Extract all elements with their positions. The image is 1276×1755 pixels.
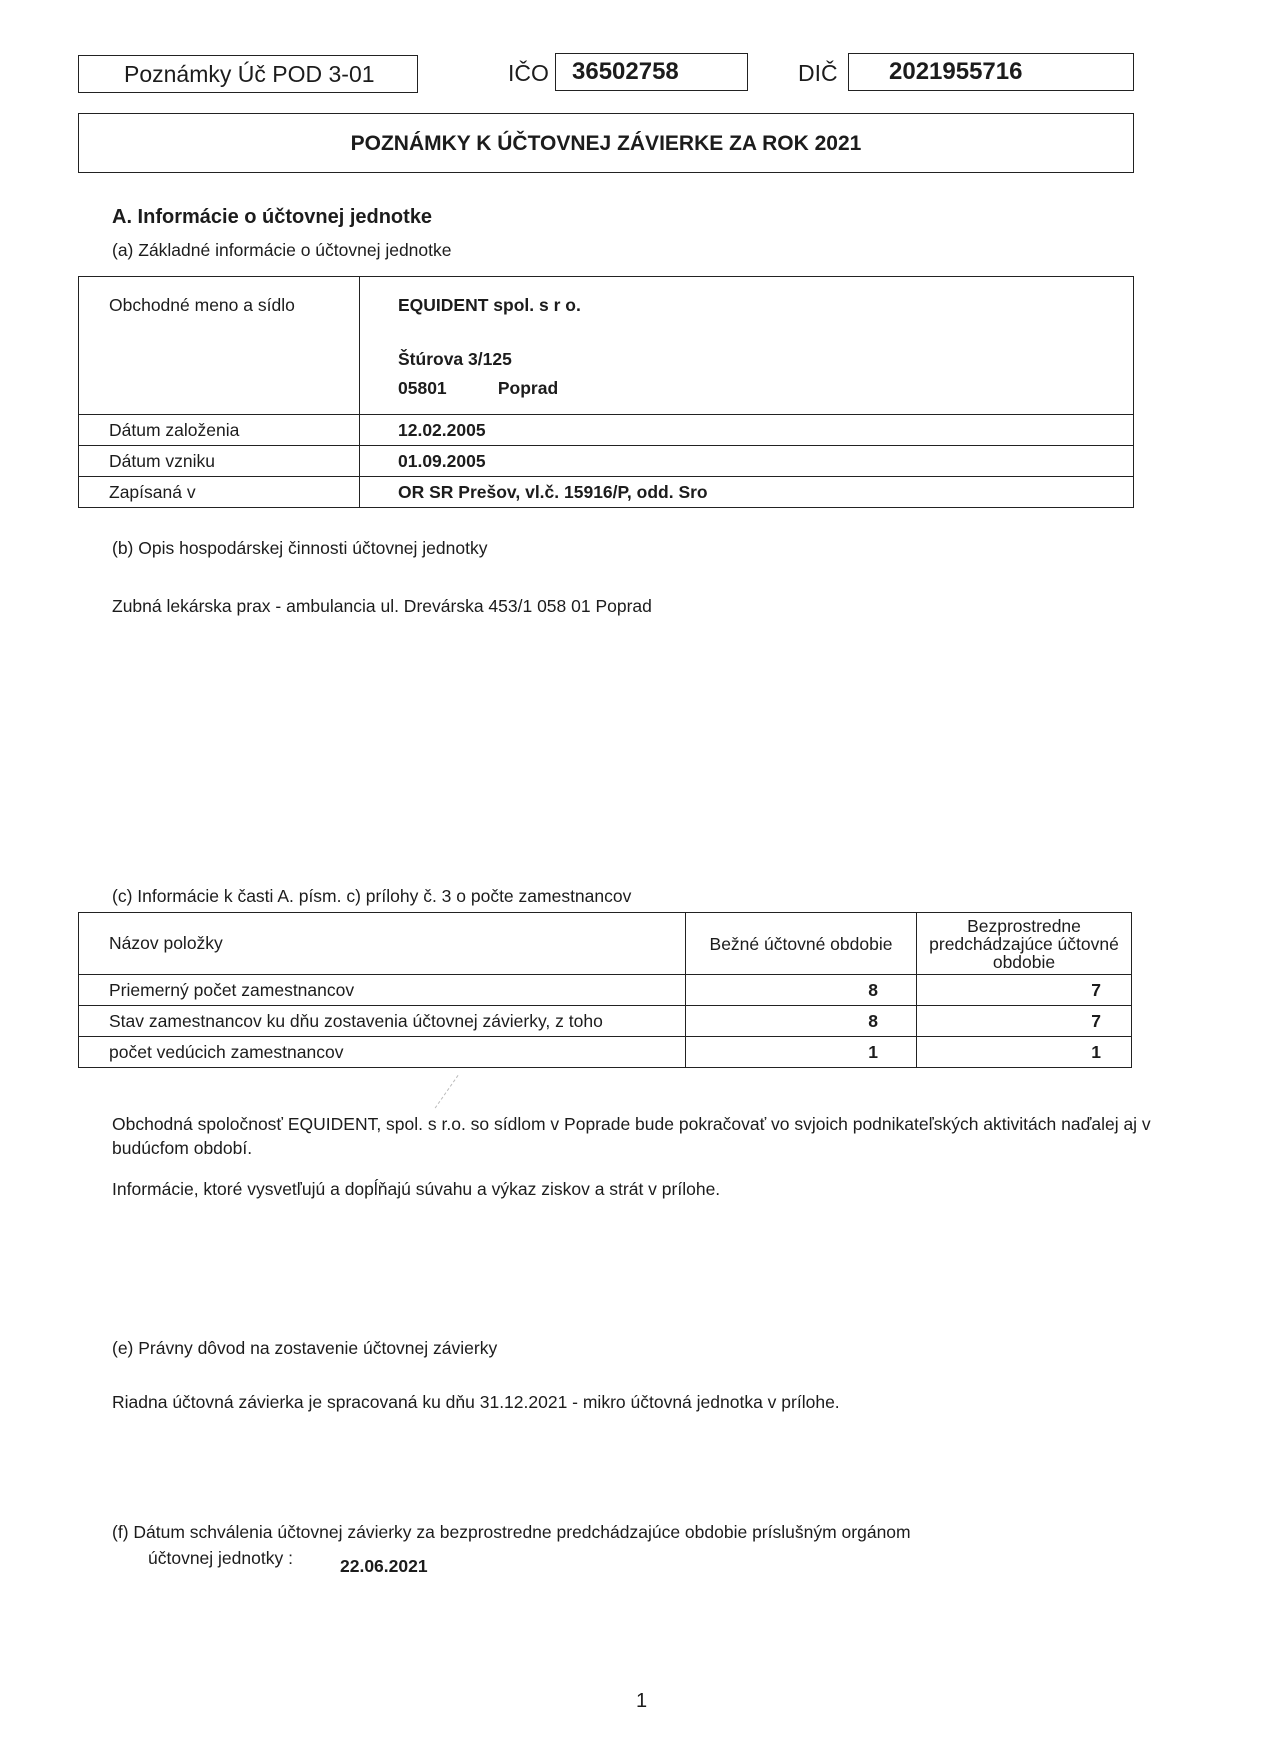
ico-label: IČO	[508, 60, 549, 86]
table-row	[79, 1037, 1132, 1068]
form-label-box	[78, 55, 418, 93]
table-row	[79, 975, 1132, 1006]
created-label: Dátum vzniku	[109, 450, 216, 471]
row-label: Stav zamestnancov ku dňu zostavenia účtovnej závierky, z toho	[109, 1010, 603, 1031]
row-previous: 7	[1091, 1010, 1101, 1031]
dic-box	[848, 53, 1134, 91]
page-title: POZNÁMKY K ÚČTOVNEJ ZÁVIERKE ZA ROK 2021	[350, 132, 862, 155]
row-label: počet vedúcich zamestnancov	[109, 1041, 344, 1062]
table-header-row	[79, 913, 1132, 975]
page-number: 1	[636, 1690, 648, 1712]
subsection-f-label: (f) Dátum schválenia účtovnej závierky za bezprostredne predchádzajúce obdobie príslušným orgánom	[112, 1522, 911, 1542]
subsection-a-label: (a) Základné informácie o účtovnej jednotke	[112, 240, 452, 260]
section-a-heading: A. Informácie o účtovnej jednotke	[112, 206, 433, 228]
title-box	[78, 113, 1134, 173]
entity-name: EQUIDENT spol. s r o.	[398, 295, 581, 315]
entity-street: Štúrova 3/125	[398, 349, 512, 369]
col-item-header: Názov položky	[109, 933, 223, 953]
created-value: 01.09.2005	[398, 450, 486, 471]
registered-label: Zapísaná v	[109, 481, 196, 502]
col-previous-header: Bezprostredne predchádzajúce účtovné obdobie	[929, 915, 1119, 972]
registered-value: OR SR Prešov, vl.č. 15916/P, odd. Sro	[398, 481, 708, 502]
row-current: 8	[868, 979, 878, 1000]
col-current-header: Bežné účtovné obdobie	[709, 933, 893, 954]
table-row	[79, 477, 1134, 508]
explanation-text: Informácie, ktoré vysvetľujú a dopĺňajú súvahu a výkaz ziskov a strát v prílohe.	[112, 1179, 721, 1199]
entity-zip: 05801	[398, 378, 447, 398]
row-current: 1	[868, 1041, 878, 1062]
founded-value: 12.02.2005	[398, 419, 486, 440]
founded-label: Dátum založenia	[109, 419, 240, 440]
ico-box	[555, 53, 748, 91]
name-value-cell	[360, 277, 1134, 415]
scan-mark	[435, 1075, 460, 1109]
subsection-f-label-cont: účtovnej jednotky :	[148, 1548, 293, 1568]
row-previous: 1	[1091, 1041, 1101, 1062]
name-label-cell	[79, 277, 360, 415]
table-row	[79, 415, 1134, 446]
employees-table	[78, 912, 1132, 1068]
subsection-e-label: (e) Právny dôvod na zostavenie účtovnej závierky	[112, 1338, 498, 1358]
ico-value: 36502758	[572, 58, 679, 85]
row-current: 8	[868, 1010, 878, 1031]
dic-value: 2021955716	[889, 58, 1023, 85]
entity-info-table	[78, 276, 1134, 508]
approval-date: 22.06.2021	[340, 1556, 428, 1576]
row-previous: 7	[1091, 979, 1101, 1000]
name-label: Obchodné meno a sídlo	[109, 295, 295, 315]
activity-description: Zubná lekárska prax - ambulancia ul. Drevárska 453/1 058 01 Poprad	[112, 596, 652, 616]
table-row	[79, 277, 1134, 415]
legal-reason-text: Riadna účtovná závierka je spracovaná ku dňu 31.12.2021 - mikro účtovná jednotka v prílohe.	[112, 1392, 840, 1412]
table-row	[79, 446, 1134, 477]
dic-label: DIČ	[798, 60, 838, 86]
table-row	[79, 1006, 1132, 1037]
subsection-c-label: (c) Informácie k časti A. písm. c) prílohy č. 3 o počte zamestnancov	[112, 886, 632, 906]
form-label: Poznámky Úč POD 3-01	[124, 61, 375, 87]
entity-city: Poprad	[497, 378, 559, 398]
subsection-b-label: (b) Opis hospodárskej činnosti účtovnej jednotky	[112, 538, 488, 558]
continuation-text: Obchodná spoločnosť EQUIDENT, spol. s r.o. so sídlom v Poprade bude pokračovať vo svjoich podnikateľských aktivitách naďalej aj v budúcfom období.	[112, 1114, 1151, 1158]
row-label: Priemerný počet zamestnancov	[109, 979, 355, 1000]
